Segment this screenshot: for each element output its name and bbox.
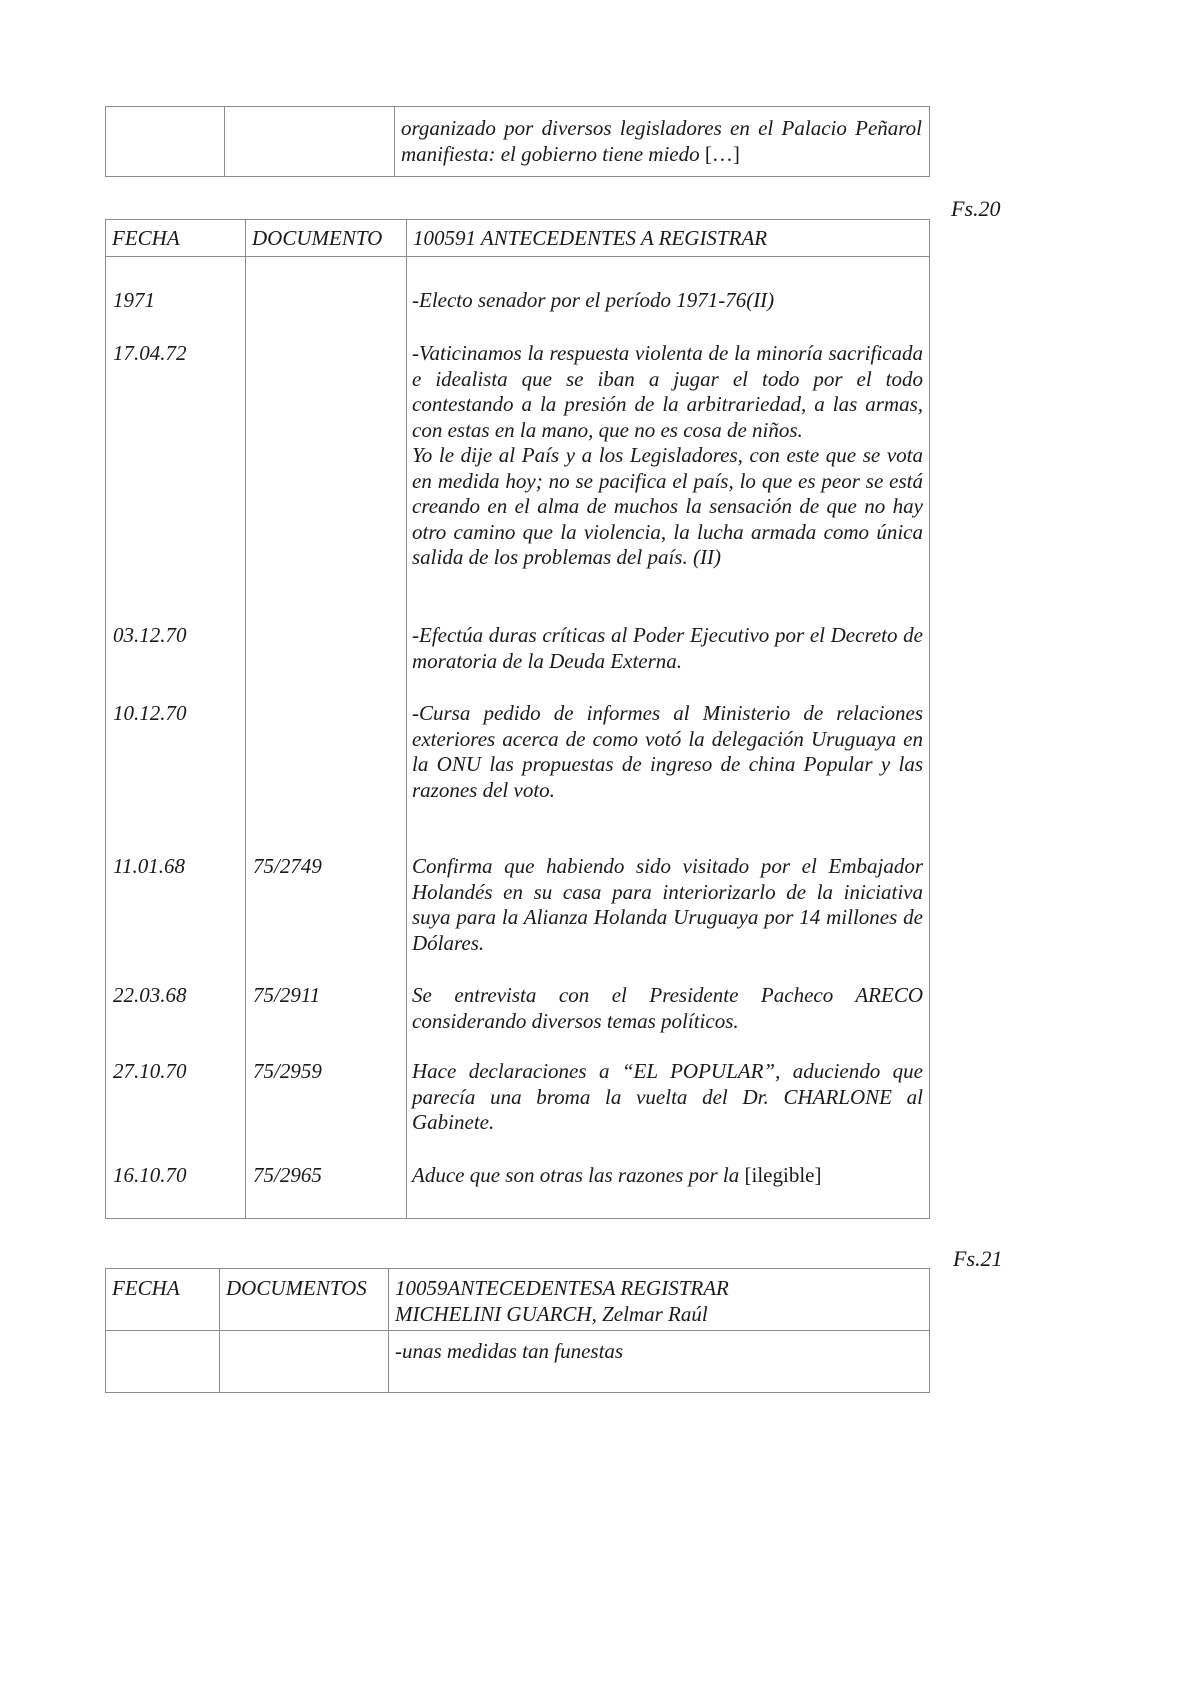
cont-text-body: organizado por diversos legisladores en el Palacio Peñarol manifiesta: el gobierno tiene miedo: [401, 116, 922, 166]
continuation-table: [105, 106, 930, 177]
cont-ellipsis: […]: [704, 142, 740, 166]
row-document: 75/2965: [253, 1163, 322, 1187]
row-date: 1971: [113, 288, 155, 312]
records-table-fs20: [105, 219, 930, 1219]
header-antecedentes: [389, 1269, 930, 1331]
row-document: 75/2959: [253, 1059, 322, 1083]
date-column: [106, 257, 246, 1219]
row-date: 16.10.70: [113, 1163, 187, 1187]
header-fecha: FECHA: [106, 220, 246, 257]
row-date: 10.12.70: [113, 701, 187, 725]
cont-date-cell: [106, 107, 225, 177]
folio-number: Fs.20: [951, 196, 1001, 221]
folio-number: Fs.21: [953, 1246, 1003, 1271]
row-date: 03.12.70: [113, 623, 187, 647]
header-fecha: FECHA: [106, 1269, 220, 1331]
row-text-body: Aduce que son otras las razones por la: [412, 1163, 740, 1187]
row-text: -Electo senador por el período 1971-76(II): [412, 288, 775, 312]
date-cell: [106, 1331, 220, 1393]
cont-text-cell: [395, 107, 930, 177]
cont-doc-cell: [225, 107, 395, 177]
document-cell: [220, 1331, 389, 1393]
records-table-fs21: [105, 1268, 930, 1393]
row-text: -Cursa pedido de informes al Ministerio de relaciones exteriores acerca de como votó la delegación Uruguaya en la ONU las propuestas de ingreso de china Popular y las razones del voto.: [412, 701, 923, 802]
row-text: -Efectúa duras críticas al Poder Ejecutivo por el Decreto de moratoria de la Deuda Externa.: [412, 623, 923, 673]
illegible-note: [ilegible]: [744, 1163, 822, 1187]
row-text: Se entrevista con el Presidente Pacheco ARECO considerando diversos temas políticos.: [412, 983, 923, 1033]
header-documentos: DOCUMENTOS: [220, 1269, 389, 1331]
row-text: Confirma que habiendo sido visitado por el Embajador Holandés en su casa para interiorizarlo de la iniciativa suya para la Alianza Holanda Uruguaya por 14 millones de Dólares.: [412, 854, 923, 955]
row-document: 75/2749: [253, 854, 322, 878]
row-text: -Vaticinamos la respuesta violenta de la minoría sacrificada e idealista que se iban a jugar el todo por el todo contestando a la presión de la arbitrariedad, a las armas, con estas en la mano, que no es cosa de niños.: [412, 341, 923, 442]
header-antecedentes: 100591 ANTECEDENTES A REGISTRAR: [407, 220, 930, 257]
row-text: Hace declaraciones a “EL POPULAR”, aduciendo que parecía una broma la vuelta del Dr. CHARLONE al Gabinete.: [412, 1059, 923, 1134]
row-date: 22.03.68: [113, 983, 187, 1007]
row-date: 27.10.70: [113, 1059, 187, 1083]
cont-text: [401, 115, 922, 167]
row-date: 17.04.72: [113, 341, 187, 365]
row-text: [412, 1163, 923, 1189]
row-text: -unas medidas tan funestas: [389, 1331, 930, 1393]
row-date: 11.01.68: [113, 854, 185, 878]
document-column: [246, 257, 407, 1219]
row-text-continued: Yo le dije al País y a los Legisladores, con este que se vota en medida hoy; no se pacifica el país, lo que es peor se está creando en el alma de muchos la sensación de que no hay otro camino que la violencia, la lucha armada como única salida de los problemas del país. (II): [412, 443, 923, 569]
subject-name: MICHELINI GUARCH, Zelmar Raúl: [395, 1302, 708, 1326]
description-column: [407, 257, 930, 1219]
row-document: 75/2911: [253, 983, 321, 1007]
header-documento: DOCUMENTO: [246, 220, 407, 257]
header-title: 10059ANTECEDENTESA REGISTRAR: [395, 1276, 729, 1300]
